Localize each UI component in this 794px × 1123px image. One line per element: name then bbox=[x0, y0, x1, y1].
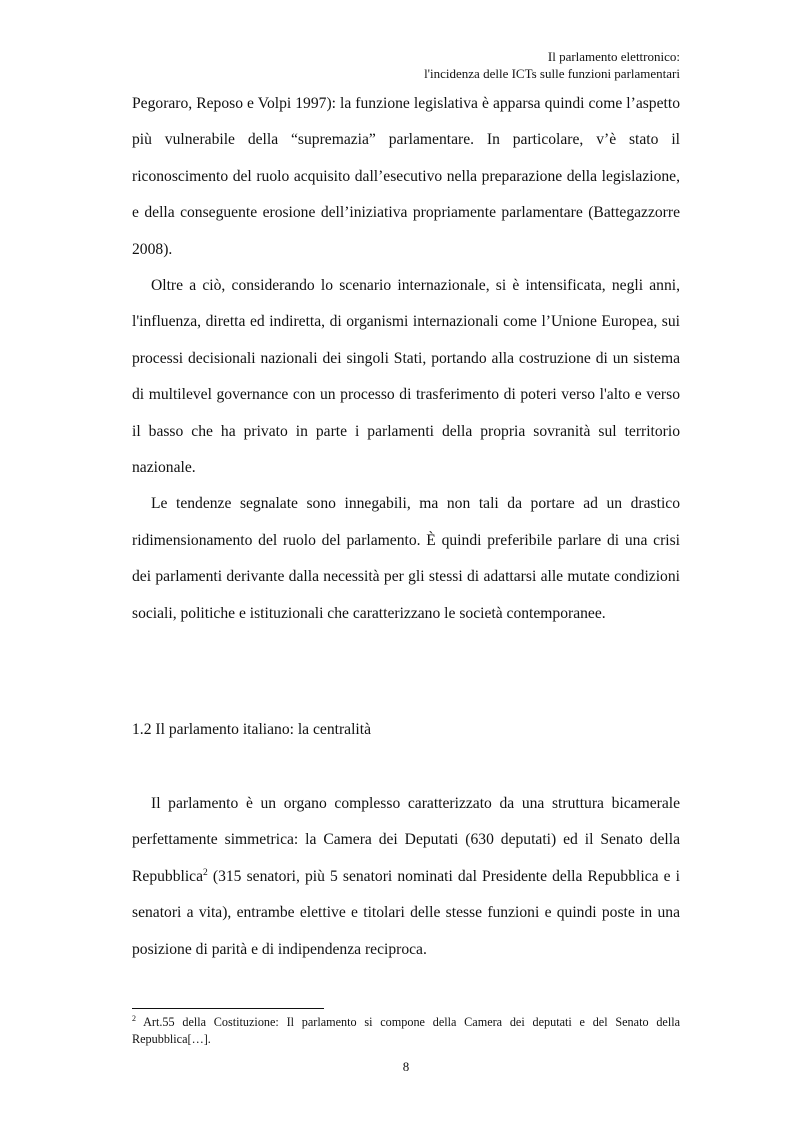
paragraph-4-text-start: Il parlamento è un organo complesso caratterizzato da una struttura bicamerale perfettamente simmetrica: la Camera dei Deputati (630 deputati) ed il Senato della Repubblica bbox=[132, 795, 680, 885]
paragraph-4-text-end: (315 senatori, più 5 senatori nominati dal Presidente della Repubblica e i senatori a vita), entrambe elettive e titolari delle stesse funzioni e quindi poste in una posizione di parità e di indipendenza reciproca. bbox=[132, 867, 680, 958]
section-body bbox=[132, 786, 680, 968]
paragraph-4 bbox=[132, 786, 680, 968]
footnote bbox=[132, 1014, 680, 1048]
body-text bbox=[132, 86, 680, 632]
paragraph-3: Le tendenze segnalate sono innegabili, ma non tali da portare ad un drastico ridimensionamento del ruolo del parlamento. È quindi preferibile parlare di una crisi dei parlamenti derivante dalla necessità per gli stessi di adattarsi alle mutate condizioni sociali, politiche e istituzionali che caratterizzano le società contemporanee. bbox=[132, 495, 680, 622]
footnote-divider bbox=[132, 1008, 324, 1009]
header-subtitle: l'incidenza delle ICTs sulle funzioni parlamentari bbox=[424, 66, 680, 81]
page-number: 8 bbox=[402, 1059, 410, 1074]
footnote-text: Art.55 della Costituzione: Il parlamento si compone della Camera dei deputati e del Senato della Repubblica[…]. bbox=[132, 1015, 680, 1046]
footnote-reference[interactable]: 2 bbox=[203, 867, 208, 878]
header-title: Il parlamento elettronico: bbox=[547, 49, 680, 64]
running-header bbox=[120, 48, 680, 82]
paragraph-2: Oltre a ciò, considerando lo scenario internazionale, si è intensificata, negli anni, l'influenza, diretta ed indiretta, di organismi internazionali come l’Unione Europea, sui processi decisionali nazionali dei singoli Stati, portando alla costruzione di un sistema di multilevel governance con un processo di trasferimento di poteri verso l'alto e verso il basso che ha privato in parte i parlamenti della propria sovranità sul territorio nazionale. bbox=[132, 277, 680, 477]
paragraph-1: Pegoraro, Reposo e Volpi 1997): la funzione legislativa è apparsa quindi come l’aspetto più vulnerabile della “supremazia” parlamentare. In particolare, v’è stato il riconoscimento del ruolo acquisito dall’esecutivo nella preparazione della legislazione, e della conseguente erosione dell’iniziativa propriamente parlamentare (Battegazzorre 2008). bbox=[132, 95, 680, 258]
section-heading: 1.2 Il parlamento italiano: la centralità bbox=[132, 721, 372, 738]
footnote-number: 2 bbox=[132, 1014, 136, 1023]
